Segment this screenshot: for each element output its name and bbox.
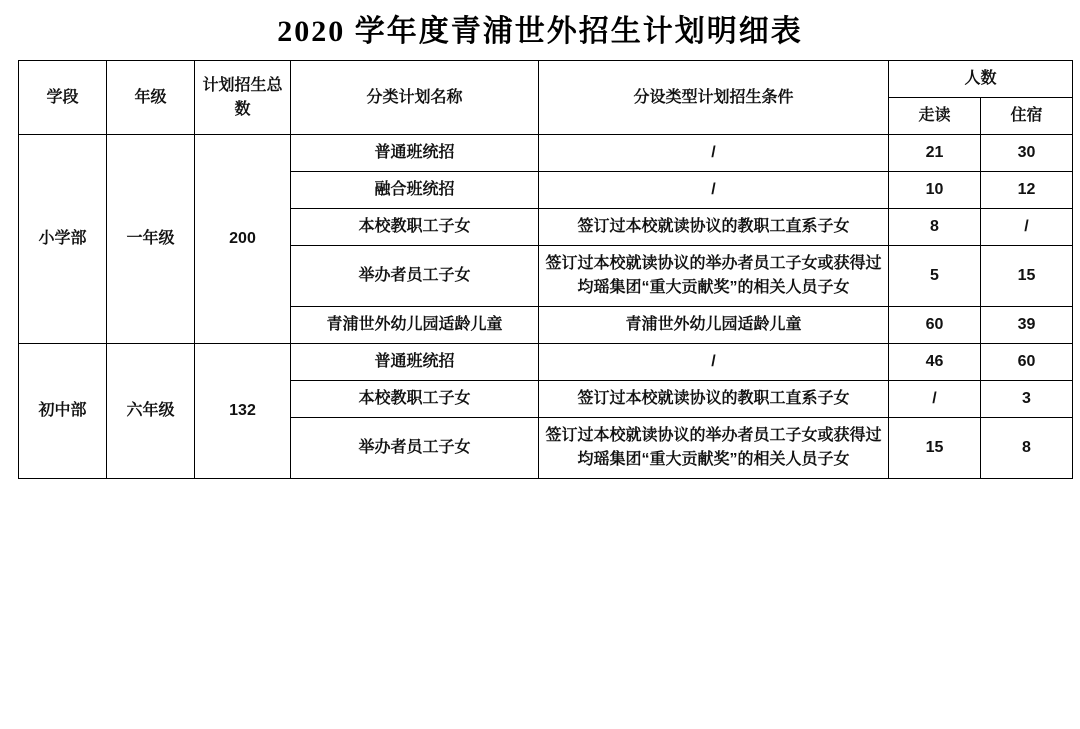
cell-boarding: / xyxy=(981,209,1073,246)
cell-boarding: 12 xyxy=(981,172,1073,209)
cell-plan-name: 青浦世外幼儿园适龄儿童 xyxy=(291,307,539,344)
cell-boarding: 8 xyxy=(981,418,1073,479)
table-header-row-1 xyxy=(19,61,1073,98)
cell-boarding: 30 xyxy=(981,135,1073,172)
cell-plan-name: 举办者员工子女 xyxy=(291,246,539,307)
header-boarding: 住宿 xyxy=(981,98,1073,135)
cell-condition: 青浦世外幼儿园适龄儿童 xyxy=(539,307,889,344)
cell-day-student: 46 xyxy=(889,344,981,381)
cell-plan-name: 融合班统招 xyxy=(291,172,539,209)
cell-plan-name: 举办者员工子女 xyxy=(291,418,539,479)
cell-total-primary: 200 xyxy=(195,135,291,344)
cell-condition: / xyxy=(539,172,889,209)
cell-condition: / xyxy=(539,135,889,172)
enrollment-plan-table xyxy=(18,60,1073,479)
page-title: 2020 学年度青浦世外招生计划明细表 xyxy=(277,15,803,48)
cell-plan-name: 普通班统招 xyxy=(291,135,539,172)
header-day-student: 走读 xyxy=(889,98,981,135)
header-condition: 分设类型计划招生条件 xyxy=(539,61,889,135)
cell-day-student: 21 xyxy=(889,135,981,172)
table-row xyxy=(19,344,1073,381)
cell-day-student: 8 xyxy=(889,209,981,246)
table-row xyxy=(19,135,1073,172)
cell-boarding: 15 xyxy=(981,246,1073,307)
cell-condition: 签订过本校就读协议的举办者员工子女或获得过均瑶集团“重大贡献奖”的相关人员子女 xyxy=(539,418,889,479)
cell-day-student: 10 xyxy=(889,172,981,209)
cell-condition: / xyxy=(539,344,889,381)
cell-plan-name: 普通班统招 xyxy=(291,344,539,381)
cell-boarding: 39 xyxy=(981,307,1073,344)
cell-day-student: / xyxy=(889,381,981,418)
cell-day-student: 15 xyxy=(889,418,981,479)
cell-day-student: 60 xyxy=(889,307,981,344)
cell-condition: 签订过本校就读协议的教职工直系子女 xyxy=(539,209,889,246)
cell-boarding: 3 xyxy=(981,381,1073,418)
cell-grade-middle: 六年级 xyxy=(107,344,195,479)
cell-grade-primary: 一年级 xyxy=(107,135,195,344)
cell-day-student: 5 xyxy=(889,246,981,307)
header-people: 人数 xyxy=(889,61,1073,98)
cell-boarding: 60 xyxy=(981,344,1073,381)
cell-condition: 签订过本校就读协议的教职工直系子女 xyxy=(539,381,889,418)
header-plan-name: 分类计划名称 xyxy=(291,61,539,135)
cell-stage-middle: 初中部 xyxy=(19,344,107,479)
header-total: 计划招生总数 xyxy=(195,61,291,135)
cell-condition: 签订过本校就读协议的举办者员工子女或获得过均瑶集团“重大贡献奖”的相关人员子女 xyxy=(539,246,889,307)
cell-stage-primary: 小学部 xyxy=(19,135,107,344)
cell-plan-name: 本校教职工子女 xyxy=(291,381,539,418)
cell-total-middle: 132 xyxy=(195,344,291,479)
header-stage: 学段 xyxy=(19,61,107,135)
header-grade: 年级 xyxy=(107,61,195,135)
cell-plan-name: 本校教职工子女 xyxy=(291,209,539,246)
